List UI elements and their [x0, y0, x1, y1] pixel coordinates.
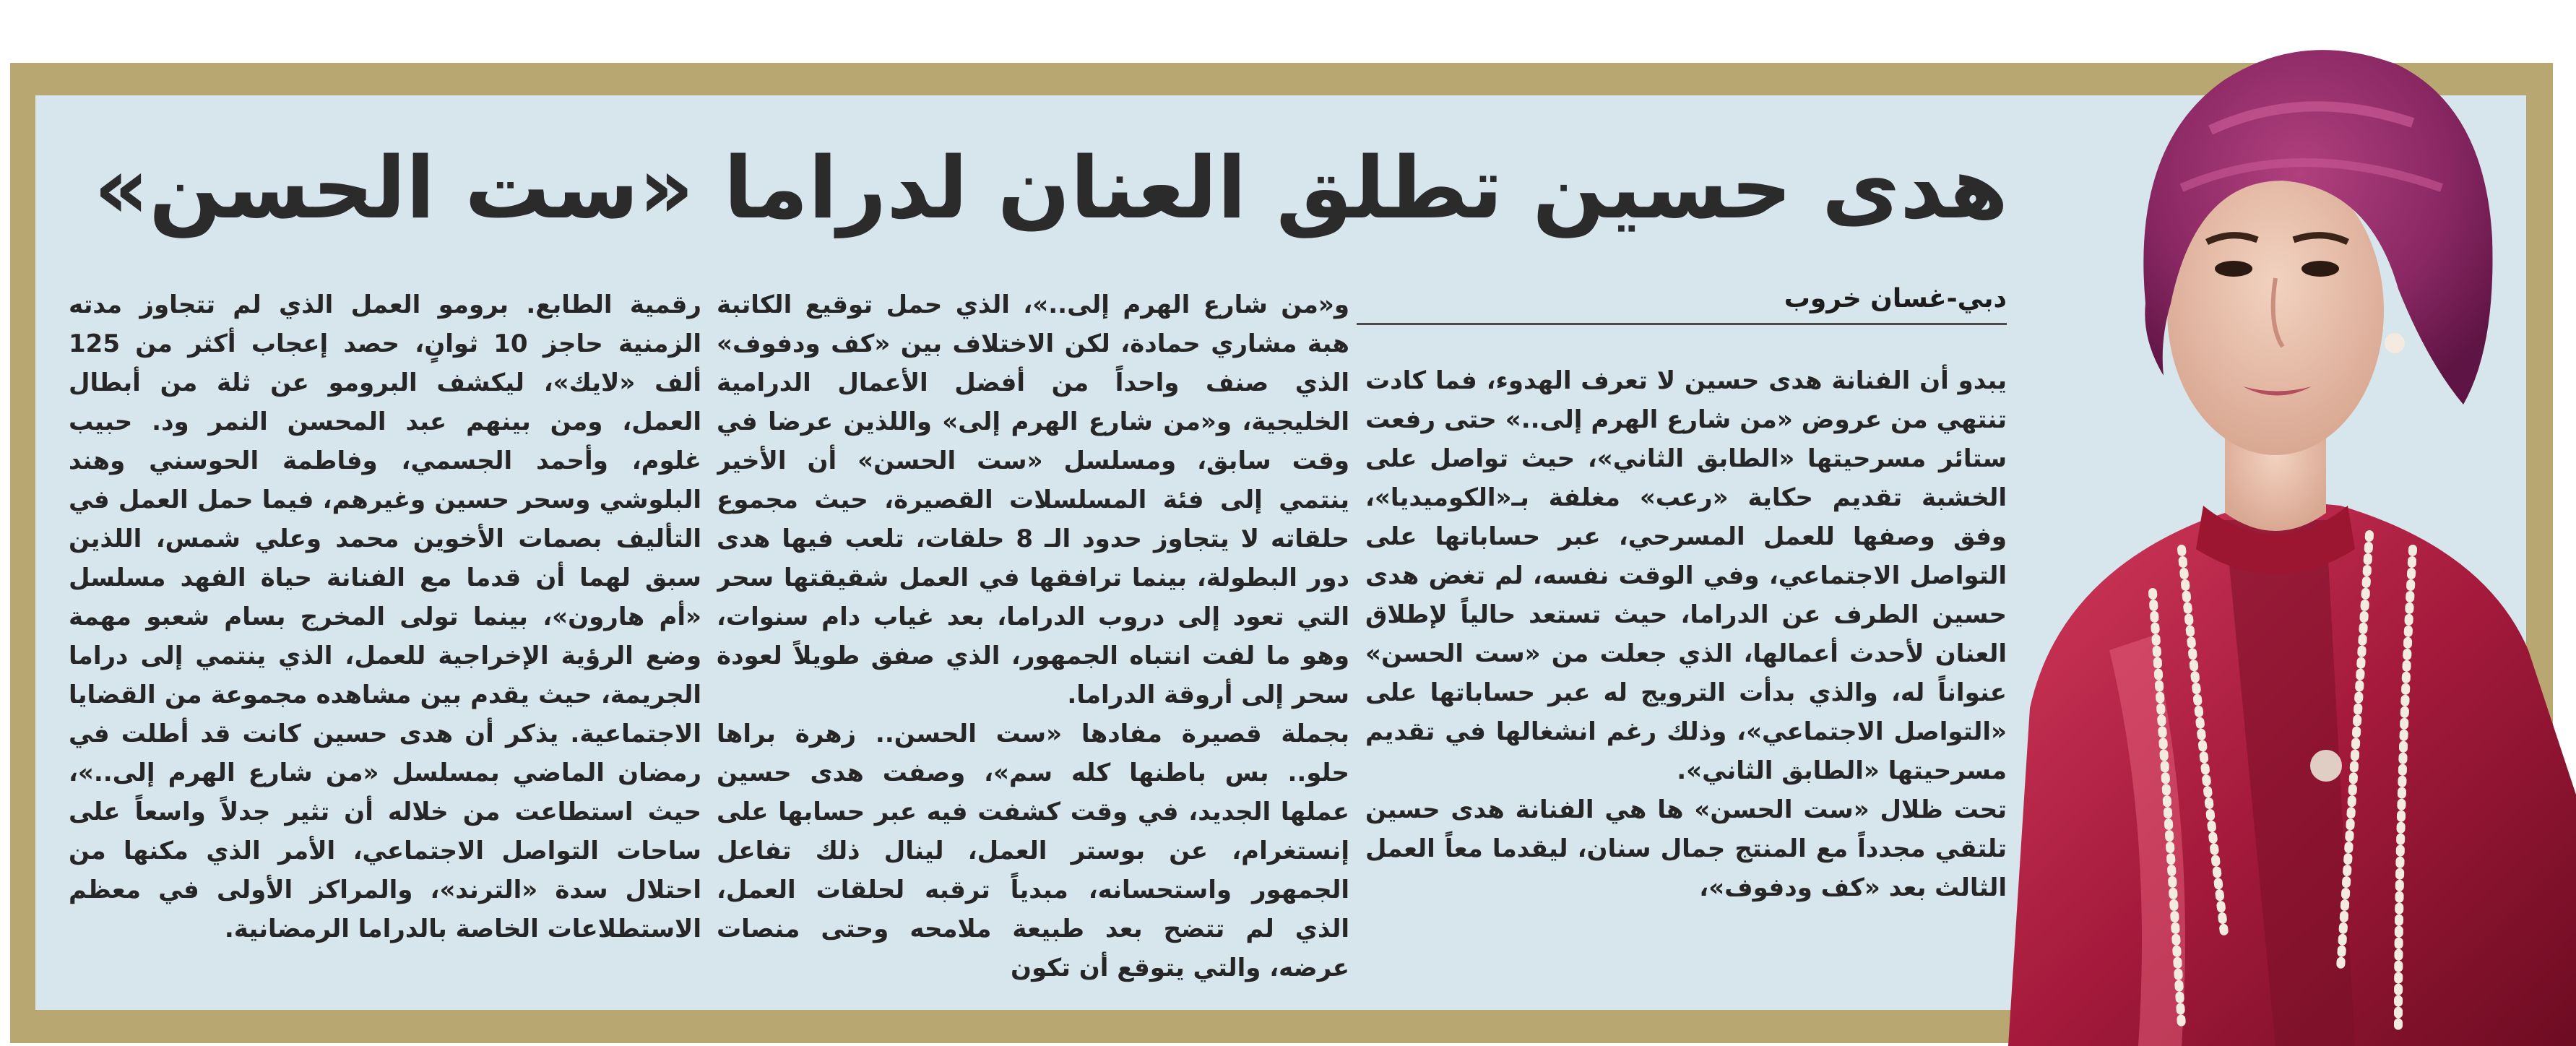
- article-column-middle: [717, 285, 1349, 982]
- article-column-right: [1365, 361, 2007, 982]
- paragraph: رقمية الطابع. برومو العمل الذي لم تتجاوز مدته الزمنية حاجز 10 ثوانٍ، حصد إعجاب أكثر من 125 ألف «لايك»، ليكشف البرومو عن ثلة من أبطال العمل، ومن بينهم عبد المحسن النمر ود. حبيب غلوم، وأحمد الجسمي، وفاطمة الحوسني وهند البلوشي وسحر حسين وغيرهم، فيما حمل العمل في التأليف بصمات الأخوين محمد وعلي شمس، اللذين سبق لهما أن قدما مع الفنانة حياة الفهد مسلسل «أم هارون»، بينما تولى المخرج بسام شعبو مهمة وضع الرؤية الإخراجية للعمل، الذي ينتمي إلى دراما الجريمة، حيث يقدم بين مشاهده مجموعة من القضايا الاجتماعية. يذكر أن هدى حسين كانت قد أطلت في رمضان الماضي بمسلسل «من شارع الهرم إلى..»، حيث استطاعت من خلاله أن تثير جدلاً واسعاً على ساحات التواصل الاجتماعي، الأمر الذي مكنها من احتلال سدة «الترند»، والمراكز الأولى في معظم الاستطلاعات الخاصة بالدراما الرمضانية.: [69, 290, 701, 943]
- paragraph: و«من شارع الهرم إلى..»، الذي حمل توقيع الكاتبة هبة مشاري حمادة، لكن الاختلاف بين «كف ودفوف» الذي صنف واحداً من أفضل الأعمال الدرامية الخليجية، و«من شارع الهرم إلى» واللذين عرضا في وقت سابق، ومسلسل «ست الحسن» أن الأخير ينتمي إلى فئة المسلسلات القصيرة، حيث مجموع حلقاته لا يتجاوز حدود الـ 8 حلقات، تلعب فيها هدى دور البطولة، بينما ترافقها في العمل شقيقتها سحر التي تعود إلى دروب الدراما، بعد غياب دام سنوات، وهو ما لفت انتباه الجمهور، الذي صفق طويلاً لعودة سحر إلى أروقة الدراما.: [717, 290, 1349, 709]
- article-column-left: [69, 285, 701, 982]
- portrait-photo: [1965, 0, 2576, 1046]
- byline-block: [1357, 278, 2007, 325]
- headline: هدى حسين تطلق العنان لدراما «ست الحسن»: [93, 138, 2009, 238]
- byline: دبي-غسان خروب: [1784, 284, 2007, 314]
- paragraph: بجملة قصيرة مفادها «ست الحسن.. زهرة براها حلو.. بس باطنها كله سم»، وصفت هدى حسين عملها الجديد، في وقت كشفت فيه عبر حسابها على إنستغرام، عن بوستر العمل، لينال ذلك تفاعل الجمهور واستحسانه، مبدياً ترقبه لحلقات العمل، الذي لم تتضح بعد طبيعة ملامحه وحتى منصات عرضه، والتي يتوقع أن تكون: [717, 719, 1349, 982]
- paragraph: تحت ظلال «ست الحسن» ها هي الفنانة هدى حسين تلتقي مجدداً مع المنتج جمال سنان، ليقدما معاً العمل الثالث بعد «كف ودفوف»،: [1365, 795, 2007, 902]
- paragraph: يبدو أن الفنانة هدى حسين لا تعرف الهدوء، فما كادت تنتهي من عروض «من شارع الهرم إلى..» حتى رفعت ستائر مسرحيتها «الطابق الثاني»، حيث تواصل على الخشبة تقديم حكاية «رعب» مغلفة بـ«الكوميديا»، وفق وصفها للعمل المسرحي، عبر حساباتها على التواصل الاجتماعي، وفي الوقت نفسه، لم تغض هدى حسين الطرف عن الدراما، حيث تستعد حالياً لإطلاق العنان لأحدث أعمالها، الذي جعلت من «ست الحسن» عنواناً له، والذي بدأت الترويج له عبر حساباتها على «التواصل الاجتماعي»، وذلك رغم انشغالها في تقديم مسرحيتها «الطابق الثاني».: [1365, 366, 2007, 785]
